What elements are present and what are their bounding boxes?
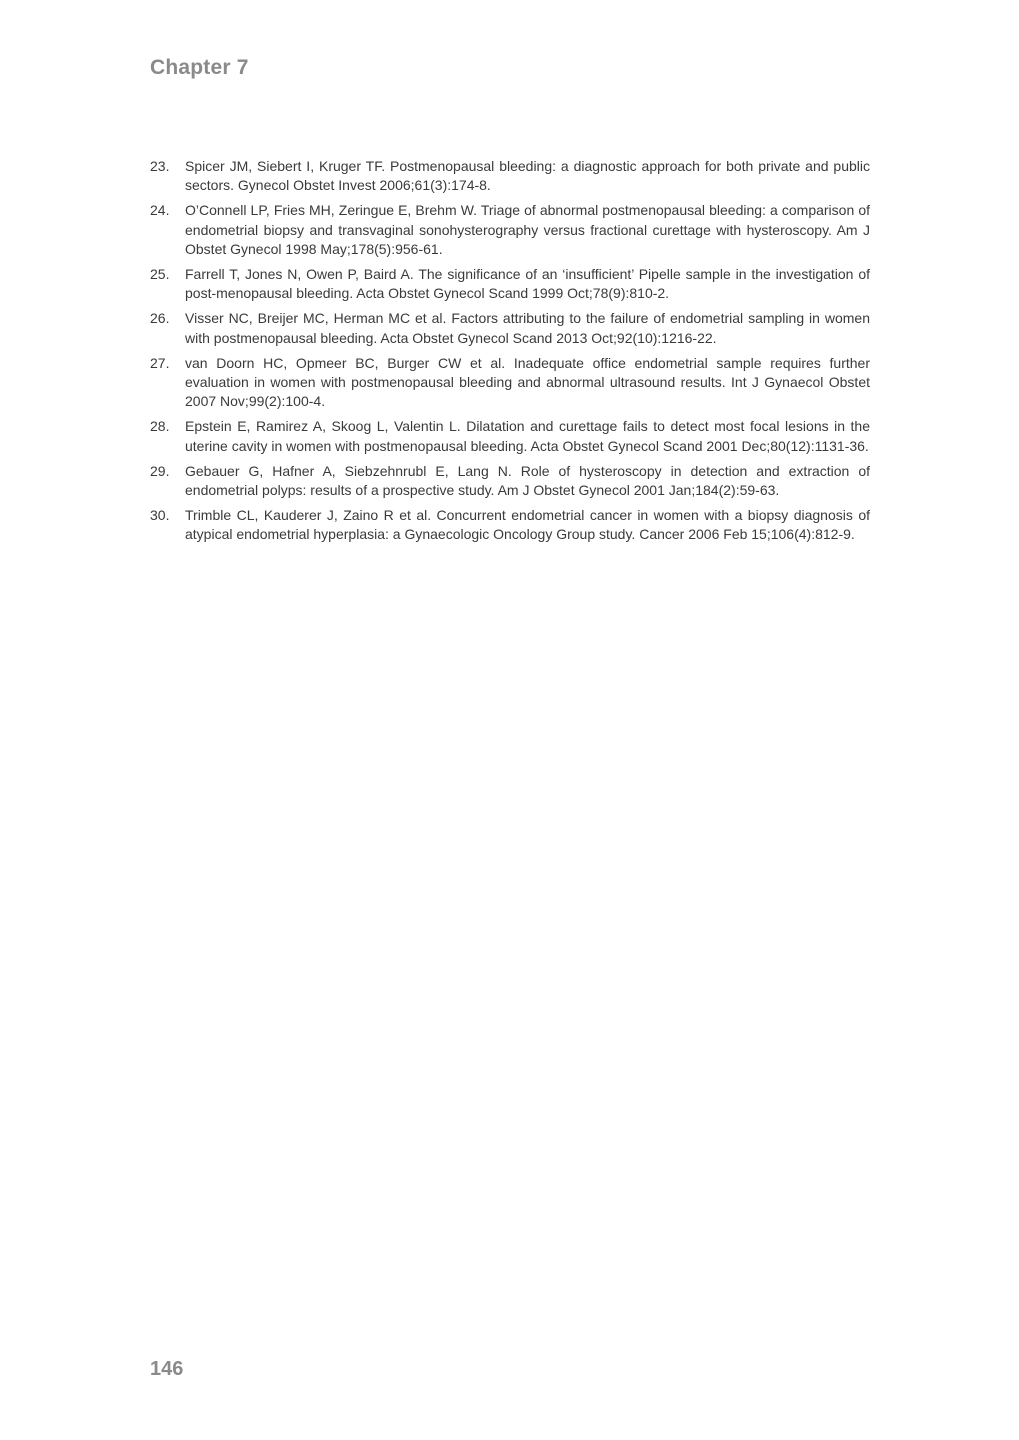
page-number: 146: [150, 1358, 184, 1380]
reference-number: 23.: [150, 158, 170, 174]
reference-text: van Doorn HC, Opmeer BC, Burger CW et al. Inadequate office endometrial sample requires further evaluation in women with postmenopausal bleeding and abnormal ultrasound results. Int J Gynaecol Obstet 2007 Nov;99(2):100-4.: [185, 354, 870, 410]
reference-text: Epstein E, Ramirez A, Skoog L, Valentin L. Dilatation and curettage fails to detect most focal lesions in the uterine cavity in women with postmenopausal bleeding. Acta Obstet Gynecol Scand 2001 Dec;80(12):1131-36.: [185, 418, 870, 454]
reference-text: Visser NC, Breijer MC, Herman MC et al. Factors attributing to the failure of endometrial sampling in women with postmenopausal bleeding. Acta Obstet Gynecol Scand 2013 Oct;92(10):1216-22.: [185, 310, 870, 346]
reference-list: [150, 157, 870, 551]
reference-text: Trimble CL, Kauderer J, Zaino R et al. Concurrent endometrial cancer in women with a biopsy diagnosis of atypical endometrial hyperplasia: a Gynaecologic Oncology Group study. Cancer 2006 Feb 15;106(4):812-9.: [185, 507, 870, 543]
reference-text: Spicer JM, Siebert I, Kruger TF. Postmenopausal bleeding: a diagnostic approach for both private and public sectors. Gynecol Obstet Invest 2006;61(3):174-8.: [185, 158, 870, 194]
reference-item: [150, 265, 870, 303]
reference-item: [150, 354, 870, 412]
reference-item: [150, 309, 870, 347]
reference-number: 29.: [150, 462, 170, 479]
reference-item: [150, 462, 870, 500]
reference-text: Farrell T, Jones N, Owen P, Baird A. The significance of an ‘insufficient’ Pipelle sample in the investigation of post-menopausal bleeding. Acta Obstet Gynecol Scand 1999 Oct;78(9):810-2.: [185, 266, 870, 302]
reference-number: 28.: [150, 418, 170, 435]
reference-item: [150, 417, 870, 455]
reference-number: 30.: [150, 507, 170, 524]
reference-number: 25.: [150, 266, 170, 283]
reference-item: [150, 506, 870, 544]
reference-item: [150, 157, 870, 195]
reference-number: 26.: [150, 310, 170, 327]
chapter-title: Chapter 7: [150, 56, 249, 79]
reference-number: 27.: [150, 354, 170, 371]
reference-item: [150, 201, 870, 259]
reference-text: Gebauer G, Hafner A, Siebzehnrubl E, Lang N. Role of hysteroscopy in detection and extraction of endometrial polyps: results of a prospective study. Am J Obstet Gynecol 2001 Jan;184(2):59-63.: [185, 462, 870, 499]
reference-number: 24.: [150, 202, 170, 219]
reference-text: O’Connell LP, Fries MH, Zeringue E, Brehm W. Triage of abnormal postmenopausal bleeding: a comparison of endometrial biopsy and transvaginal sonohysterography versus fractional curettage with hysteroscopy. Am J Obstet Gynecol 1998 May;178(5):956-61.: [185, 202, 870, 257]
